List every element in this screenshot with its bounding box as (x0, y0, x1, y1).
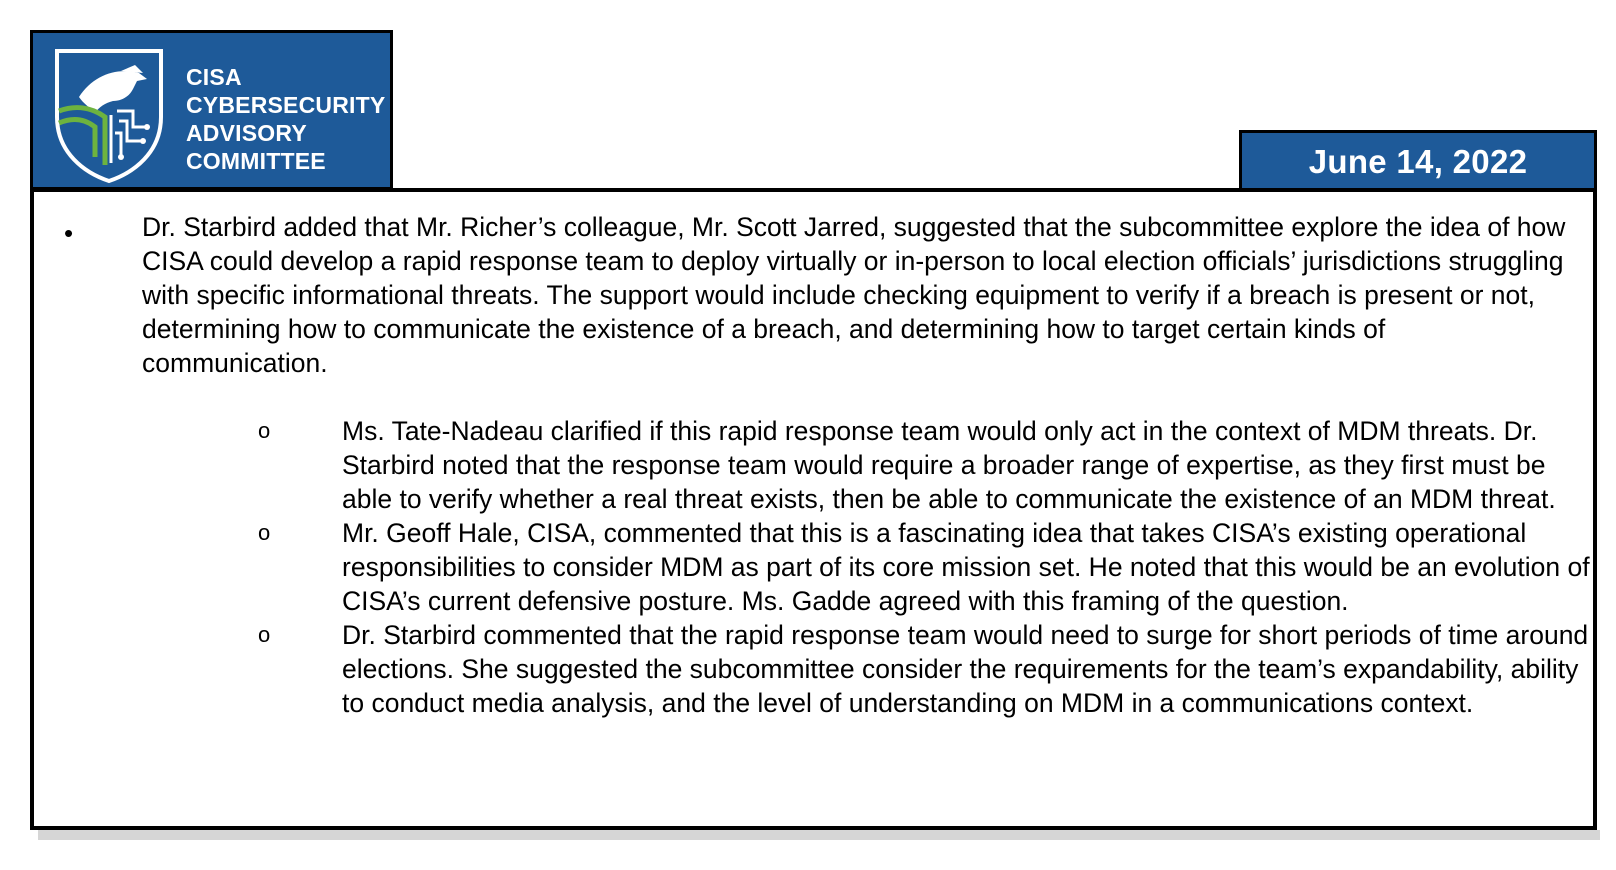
bullet-text: Dr. Starbird added that Mr. Richer’s colleague, Mr. Scott Jarred, suggested that the subcommittee explore the idea of how CISA could develop a rapid response team to deploy virtually or in-person to local election officials’ jurisdictions struggling with specific informational threats. The support would include checking equipment to verify if a breach is present or not, determining how to communicate the existence of a breach, and determining how to target certain kinds of communication. (142, 212, 1566, 378)
bullet-marker: • (64, 218, 74, 248)
meeting-date: June 14, 2022 (1308, 143, 1528, 180)
logo-line-4: COMMITTEE (186, 148, 326, 174)
date-banner (1239, 130, 1597, 193)
sub-bullet-item (258, 414, 1592, 516)
sub-bullet-marker: o (258, 418, 271, 443)
sub-bullet-text: Mr. Geoff Hale, CISA, commented that this is a fascinating idea that takes CISA’s existing operational responsibilities to consider MDM as part of its core mission set. He noted that this would be an evolution of CISA’s current defensive posture. Ms. Gadde agreed with this framing of the question. (342, 518, 1590, 616)
sub-bullet-text: Dr. Starbird commented that the rapid response team would need to surge for short periods of time around elections. She suggested the subcommittee consider the requirements for the team’s expandability, ability to conduct media analysis, and the level of understanding on MDM in a communications context. (342, 620, 1589, 718)
logo-line-3: ADVISORY (186, 120, 307, 146)
minutes-content (30, 188, 1597, 830)
sub-bullet-item (258, 516, 1592, 618)
page-shadow (38, 830, 1600, 840)
logo-line-1: CISA (186, 64, 242, 90)
cisa-shield-eagle-icon (49, 45, 169, 185)
sub-bullet-marker: o (258, 622, 271, 647)
logo-line-2: CYBERSECURITY (186, 92, 386, 118)
sub-bullet-marker: o (258, 520, 271, 545)
logo-wordmark (186, 63, 385, 175)
sub-bullet-item (258, 618, 1592, 720)
sub-bullet-list (34, 414, 1594, 720)
cisa-logo-banner (30, 30, 393, 190)
sub-bullet-text: Ms. Tate-Nadeau clarified if this rapid response team would only act in the context of MDM threats. Dr. Starbird noted that the response team would require a broader range of expertise, as they first must be able to verify whether a real threat exists, then be able to communicate the existence of an MDM threat. (342, 416, 1556, 514)
